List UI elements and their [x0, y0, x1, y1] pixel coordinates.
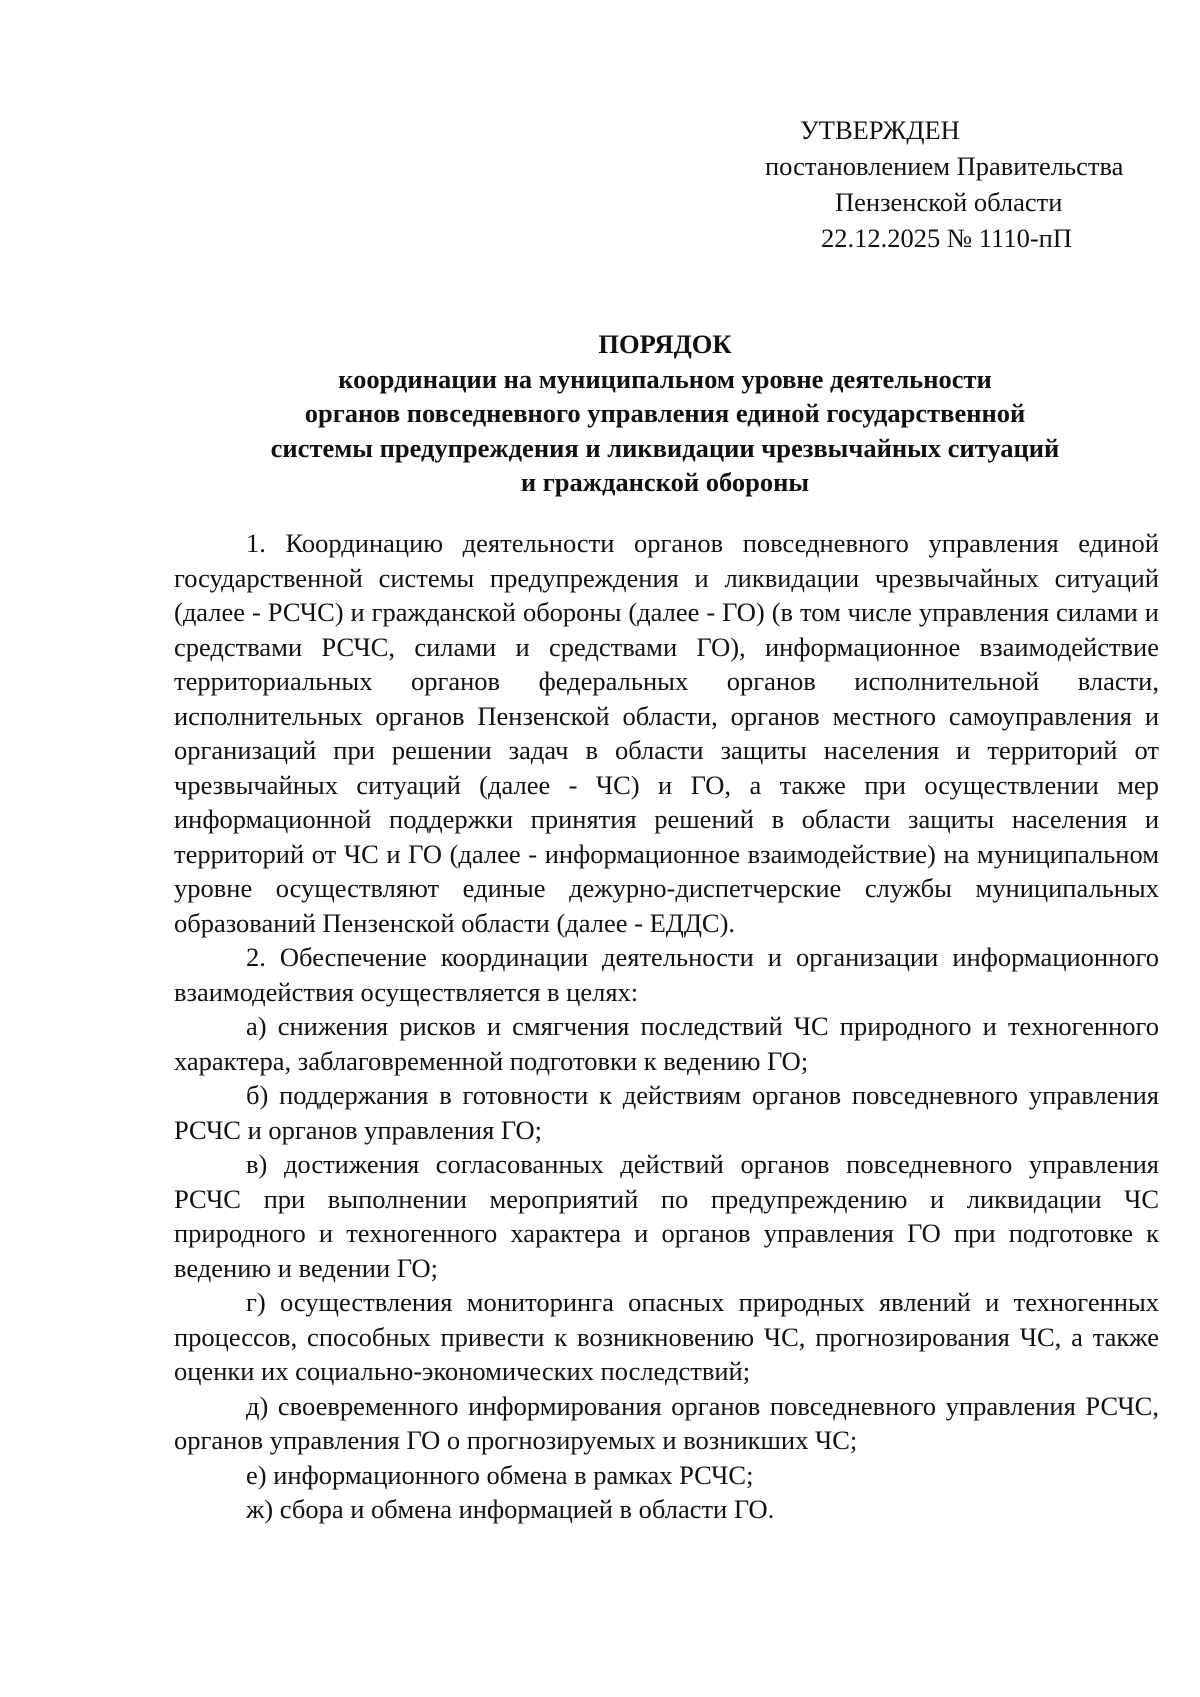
document-title [100, 327, 1200, 500]
title-line-2: органов повседневного управления единой государственной [304, 398, 1026, 428]
approval-stamp [700, 112, 1180, 256]
approval-heading: УТВЕРЖДЕН [800, 115, 960, 145]
item-b: б) поддержания в готовности к действиям органов повседневного управления РСЧС и органов управления ГО; [174, 1080, 1159, 1145]
approval-date-number: 22.12.2025 № 1110-пП [821, 223, 1072, 253]
item-v: в) достижения согласованных действий органов повседневного управления РСЧС при выполнении мероприятий по предупреждению и ликвидации ЧС природного и техногенного характера и органов управления ГО при подготовке к ведению и ведении ГО; [174, 1149, 1159, 1283]
title-heading: ПОРЯДОК [598, 329, 732, 359]
document-body [174, 526, 1159, 1527]
title-line-3: системы предупреждения и ликвидации чрезвычайных ситуаций [270, 432, 1060, 463]
item-d: д) своевременного информирования органов повседневного управления РСЧС, органов управления ГО о прогнозируемых и возникших ЧС; [174, 1390, 1159, 1455]
item-zh: ж) сбора и обмена информацией в области ГО. [246, 1494, 775, 1524]
paragraph-2: 2. Обеспечение координации деятельности и организации информационного взаимодействия осуществляется в целях: [174, 942, 1159, 1007]
approval-act: постановлением Правительства [765, 151, 1124, 181]
item-g: г) осуществления мониторинга опасных природных явлений и техногенных процессов, способных привести к возникновению ЧС, прогнозирования ЧС, а также оценки их социально-экономических последствий; [174, 1287, 1159, 1386]
paragraph-1: 1. Координацию деятельности органов повседневного управления единой государственной системы предупреждения и ликвидации чрезвычайных ситуаций (далее - РСЧС) и гражданской обороны (далее - ГО) (в том числе управления силами и средствами РСЧС, силами и средствами ГО), информационное взаимодействие территориальных органов федеральных органов исполнительной власти, исполнительных органов Пензенской области, органов местного самоуправления и организаций при решении задач в области защиты населения и территорий от чрезвычайных ситуаций (далее - ЧС) и ГО, а также при осуществлении мер информационной поддержки принятия решений в области защиты населения и территорий от ЧС и ГО (далее - информационное взаимодействие) на муниципальном уровне осуществляют единые дежурно-диспетчерские службы муниципальных образований Пензенской области (далее - ЕДДС). [174, 528, 1159, 938]
approval-region: Пензенской области [835, 187, 1063, 217]
item-a: а) снижения рисков и смягчения последствий ЧС природного и техногенного характера, заблаговременной подготовки к ведению ГО; [174, 1011, 1159, 1076]
title-line-1: координации на муниципальном уровне деятельности [338, 363, 992, 394]
title-line-4: и гражданской обороны [520, 467, 810, 497]
item-e: е) информационного обмена в рамках РСЧС; [246, 1459, 754, 1490]
